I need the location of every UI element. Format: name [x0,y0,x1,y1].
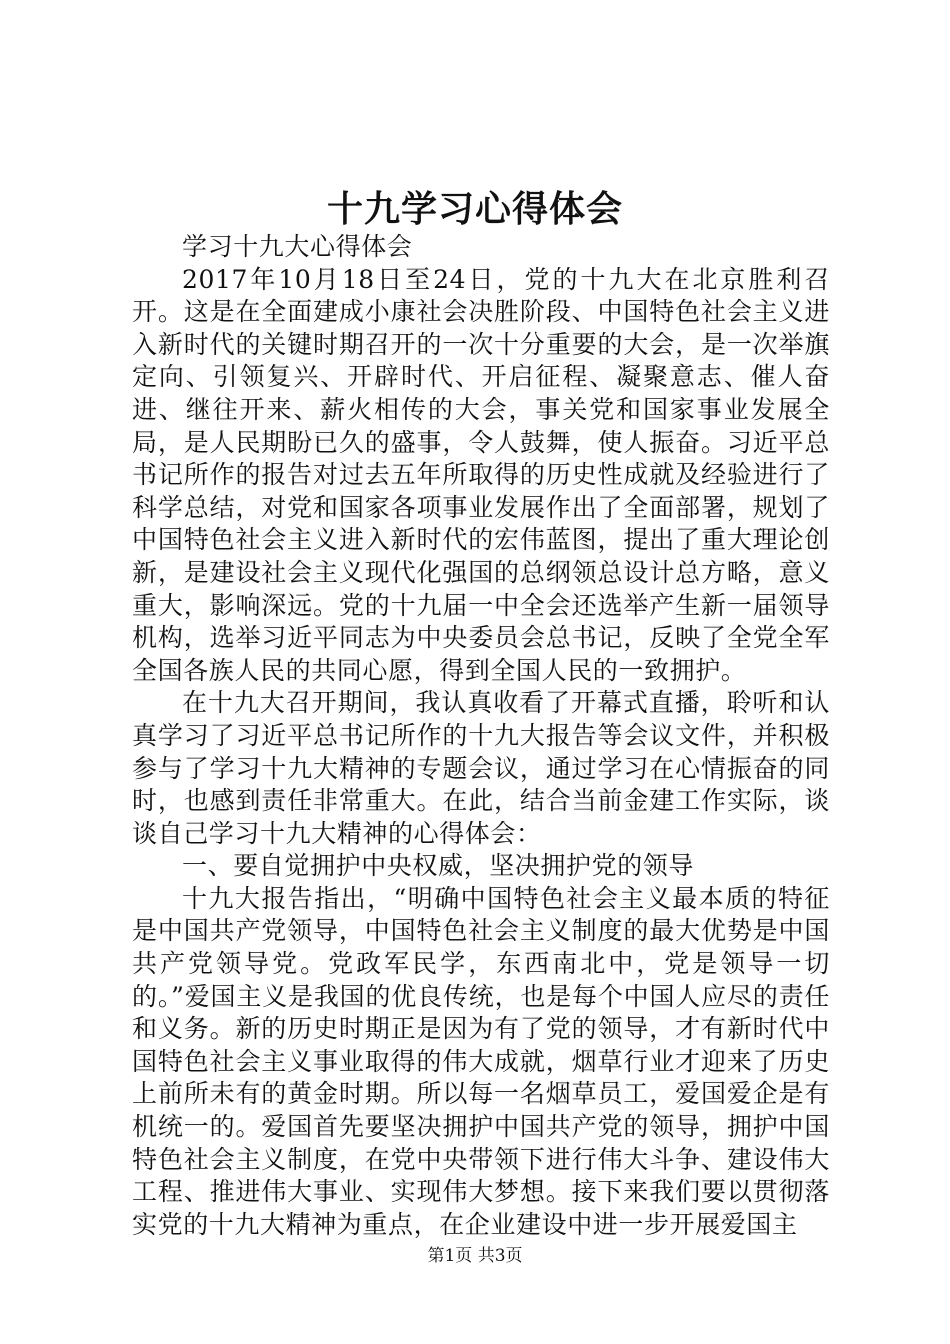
body-paragraph: 在十九大召开期间，我认真收看了开幕式直播，聆听和认真学习了习近平总书记所作的十九大报告等会议文件，并积极参与了学习十九大精神的专题会议，通过学习在心情振奋的同时，也感到责任非常重大。在此，结合当前金建工作实际，谈谈自己学习十九大精神的心得体会： [132,688,830,848]
document-body [132,231,830,1241]
subtitle-paragraph: 学习十九大心得体会 [182,232,413,261]
document-title: 十九学习心得体会 [326,188,623,230]
page-footer: 第1页 共3页 [427,1246,523,1266]
section-heading: 一、要自觉拥护中央权威，坚决拥护党的领导 [182,851,695,881]
body-paragraph: 2017年10月18日至24日，党的十九大在北京胜利召开。这是在全面建成小康社会决胜阶段、中国特色社会主义进入新时代的关键时期召开的一次十分重要的大会，是一次举旗定向、引领复兴、开辟时代、开启征程、凝聚意志、催人奋进、继往开来、薪火相传的大会，事关党和国家事业发展全局，是人民期盼已久的盛事，令人鼓舞，使人振奋。习近平总书记所作的报告对过去五年所取得的历史性成就及经验进行了科学总结，对党和国家各项事业发展作出了全面部署，规划了中国特色社会主义进入新时代的宏伟蓝图，提出了重大理论创新，是建设社会主义现代化强国的总纲领总设计总方略，意义重大，影响深远。党的十九届一中全会还选举产生新一届领导机构，选举习近平同志为中央委员会总书记，反映了全党全军全国各族人民的共同心愿，得到全国人民的一致拥护。 [132,264,830,685]
body-paragraph: 十九大报告指出，“明确中国特色社会主义最本质的特征是中国共产党领导，中国特色社会主义制度的最大优势是中国共产党领导党。党政军民学，东西南北中，党是领导一切的。”爱国主义是我国的优良传统，也是每个中国人应尽的责任和义务。新的历史时期正是因为有了党的领导，才有新时代中国特色社会主义事业取得的伟大成就，烟草行业才迎来了历史上前所未有的黄金时期。所以每一名烟草员工，爱国爱企是有机统一的。爱国首先要坚决拥护中国共产党的领导，拥护中国特色社会主义制度，在党中央带领下进行伟大斗争、建设伟大工程、推进伟大事业、实现伟大梦想。接下来我们要以贯彻落实党的十九大精神为重点，在企业建设中进一步开展爱国主 [132,883,830,1239]
